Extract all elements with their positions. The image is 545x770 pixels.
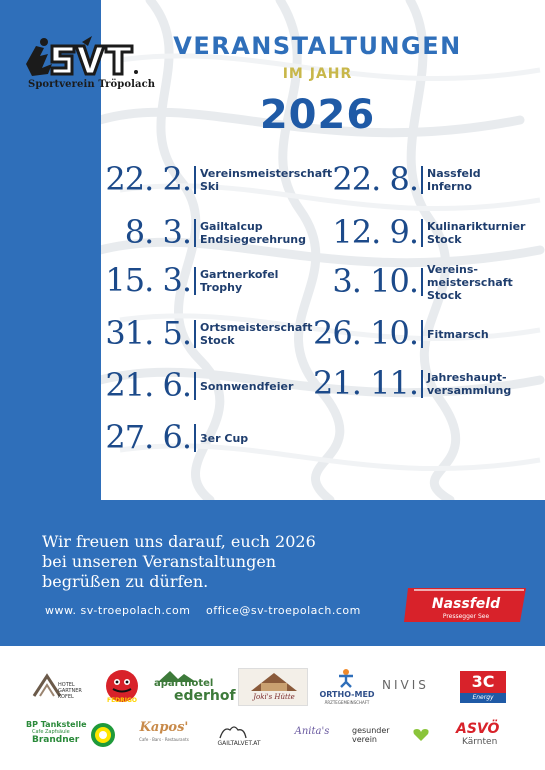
nassfeld-logo-text: Nassfeld [431,596,501,612]
bp-sunflower-icon [90,722,116,748]
sponsor-text: aparthotel [154,678,214,689]
event-separator [421,166,423,194]
sponsor-text: 3C [460,671,506,693]
event-separator [194,320,196,348]
sponsor-text: Anita's [294,726,330,737]
event-name: Sonnwendfeier [200,379,294,393]
sponsor-bp-tankstelle [26,720,88,756]
sponsor-kapos [134,720,194,752]
sponsor-text: Energy [460,693,506,703]
event-separator [421,320,423,348]
website-link[interactable]: www. sv-troepolach.com [45,604,191,617]
sponsor-nivis [382,678,442,700]
sponsor-text: Cafe Zapfsäule [32,729,70,735]
sponsor-text: Brandner [32,735,80,745]
event-separator [194,267,196,295]
sponsor-text: ÄRZTEGEMEINSCHAFT [324,700,370,705]
welcome-message: Wir freuen uns darauf, euch 2026 bei unseren Veranstaltungen begrüßen zu dürfen. [42,532,316,591]
event-name: Kulinarikturnier Stock [427,220,526,246]
event-separator [194,424,196,452]
sponsor-fedrigo [104,668,140,708]
event-date: 22. 2. [105,160,191,198]
sponsor-joki [238,668,308,706]
person-icon [336,668,356,688]
sponsor-gesunder-verein [352,726,434,752]
sponsor-3c-energy [460,671,506,705]
event-name: Fitmarsch [427,327,489,341]
event-date: 3. 10. [332,262,418,300]
sponsor-text: Kärnten [462,737,498,747]
sponsor-asvo [456,721,516,753]
sponsor-gailtalvet [208,722,270,752]
sponsor-text: KOFEL [58,694,74,700]
event-name: Nassfeld Inferno [427,167,481,193]
event-date: 26. 10. [313,314,418,352]
sponsor-hotel-gartnerkofel [30,668,90,708]
event-separator [421,370,423,398]
sponsor-text: GAILTALVET.AT [217,740,261,747]
page-title: VERANSTALTUNGEN [173,32,462,60]
animals-icon [218,722,248,740]
event-date: 31. 5. [105,314,191,352]
event-name: Vereins- meisterschaft Stock [427,262,513,302]
event-item [313,314,540,354]
event-item [105,418,335,458]
sponsor-text: ASVÖ [456,721,500,737]
event-item [105,366,335,406]
event-item [105,261,335,301]
sponsor-ortho-med [312,668,382,708]
sponsor-text: GARTNER [58,688,82,694]
event-item [330,160,540,200]
nassfeld-logo [402,586,530,624]
page-subtitle: IM JAHR [282,66,353,82]
sponsor-text: ORTHO-MED [319,690,375,699]
event-separator [194,219,196,247]
sponsor-text: Cafe · Bars · Restaurants [139,737,189,742]
sponsor-anita [292,722,332,752]
sponsor-text: Kapos' [139,720,189,735]
club-name: Sportverein Tröpolach [28,79,156,90]
event-item [330,262,540,302]
sponsor-text: ederhof [174,688,236,704]
event-item [105,160,335,200]
email-link[interactable]: office@sv-troepolach.com [206,604,361,617]
event-name: Jahreshaupt- versammlung [427,371,512,397]
nassfeld-logo-subtext: Pressegger See [442,613,490,620]
sponsor-text: gesunder [352,726,390,735]
event-name: Vereinsmeisterschaft Ski [200,167,333,193]
event-item [330,213,540,253]
sponsor-text: verein [352,735,377,744]
event-item [313,364,540,404]
year-heading: 2026 [259,92,376,138]
event-separator [194,166,196,194]
event-date: 12. 9. [332,213,418,251]
sponsor-text: HOTEL [58,682,75,688]
event-date: 21. 11. [313,364,418,402]
event-name: Gailtalcup Endsiegerehrung [200,220,307,246]
event-date: 15. 3. [105,261,191,299]
event-item [105,213,335,253]
sponsor-bp [90,722,116,748]
event-separator [194,372,196,400]
event-item [105,314,335,354]
event-name: Ortsmeisterschaft Stock [200,321,313,347]
event-name: 3er Cup [200,431,249,445]
hut-icon [239,669,309,693]
event-date: 8. 3. [124,213,191,251]
event-date: 21. 6. [105,366,191,404]
event-date: 27. 6. [105,418,191,456]
event-name: Gartnerkofel Trophy [200,268,279,294]
sponsor-text: Joki's Hütte [253,693,295,701]
sponsor-text: BP Tankstelle [26,720,87,729]
event-separator [421,219,423,247]
event-separator [421,268,423,296]
heart-leaf-icon [412,728,430,742]
sponsor-text: NIVIS [382,678,429,692]
sponsor-text: FEDRIGO [106,697,138,704]
event-date: 22. 8. [332,160,418,198]
sponsor-aparthotel-ederhof [152,668,236,708]
